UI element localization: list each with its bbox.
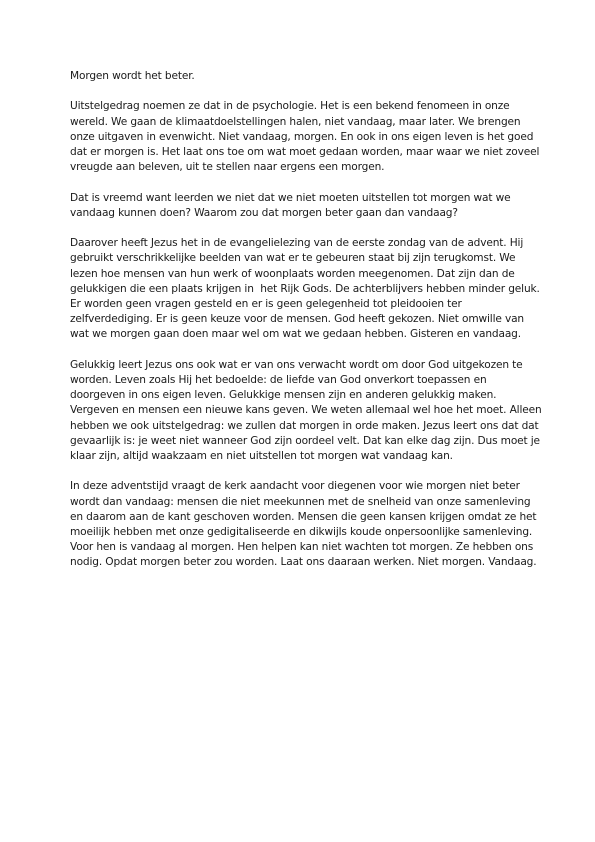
title-text: Morgen wordt het beter.	[70, 70, 195, 82]
text-line: wordt dan vandaag: mensen die niet meekunnen met de snelheid van onze samenleving	[70, 495, 531, 508]
paragraph-5	[70, 479, 540, 570]
text-line: klaar zijn, altijd waakzaam en niet uitstellen tot morgen wat vandaag kan.	[70, 450, 453, 463]
text-line: vandaag kunnen doen? Waarom zou dat morgen beter gaan dan vandaag?	[70, 206, 458, 219]
text-line: Daarover heeft Jezus het in de evangelielezing van de eerste zondag van de advent. Hij	[70, 237, 524, 250]
text-line: wereld. We gaan de klimaatdoelstellingen halen, niet vandaag, maar later. We brengen	[70, 115, 521, 128]
text-line: vreugde aan beleven, uit te stellen naar ergens een morgen.	[70, 161, 385, 174]
text-line: en daarom aan de kant geschoven worden. Mensen die geen kansen krijgen omdat ze het	[70, 510, 537, 523]
paragraph-list	[70, 99, 540, 570]
paragraph-3	[70, 236, 540, 342]
text-line: Voor hen is vandaag al morgen. Hen helpen kan niet wachten tot morgen. Ze hebben ons	[70, 541, 534, 554]
text-line: nodig. Opdat morgen beter zou worden. Laat ons daaraan werken. Niet morgen. Vandaag.	[70, 556, 537, 569]
paragraph-2	[70, 191, 540, 221]
text-line: Uitstelgedrag noemen ze dat in de psychologie. Het is een bekend fenomeen in onze	[70, 100, 510, 113]
text-line: hebben we ook uitstelgedrag: we zullen dat morgen in orde maken. Jezus leert ons dat dat	[70, 419, 539, 432]
text-line: zelfverdediging. Er is geen keuze voor de mensen. God heeft gekozen. Niet omwille van	[70, 313, 525, 326]
document-title	[70, 69, 540, 84]
text-line: Gelukkig leert Jezus ons ook wat er van ons verwacht wordt om door God uitgekozen te	[70, 358, 523, 371]
text-line: gevaarlijk is: je weet niet wanneer God zijn oordeel velt. Dat kan elke dag zijn. Dus moet je	[70, 434, 540, 447]
text-line: onze uitgaven in evenwicht. Niet vandaag, morgen. En ook in ons eigen leven is het goed	[70, 130, 534, 143]
text-line: gelukkigen die een plaats krijgen in het Rijk Gods. De achterblijvers hebben minder geluk.	[70, 282, 540, 295]
document-body	[70, 69, 540, 586]
text-line: moeilijk hebben met onze gedigitaliseerde en dikwijls koude onpersoonlijke samenleving.	[70, 526, 533, 539]
text-line: Vergeven en mensen een nieuwe kans geven. We weten allemaal wel hoe het moet. Alleen	[70, 404, 542, 417]
text-line: Er worden geen vragen gesteld en er is geen gelegenheid tot pleidooien ter	[70, 298, 462, 310]
text-line: lezen hoe mensen van hun werk of woonplaats worden meegenomen. Dat zijn dan de	[70, 267, 515, 280]
paragraph-1	[70, 99, 540, 175]
text-line: doorgeven in ons eigen leven. Gelukkige mensen zijn en anderen gelukkig maken.	[70, 389, 497, 402]
text-line: Dat is vreemd want leerden we niet dat we niet moeten uitstellen tot morgen wat we	[70, 191, 511, 204]
text-line: wat we morgen gaan doen maar wel om wat we gedaan hebben. Gisteren en vandaag.	[70, 328, 521, 341]
paragraph-4	[70, 358, 540, 464]
text-line: gebruikt verschrikkelijke beelden van wat er te gebeuren staat bij zijn terugkomst. We	[70, 252, 516, 265]
text-line: worden. Leven zoals Hij het bedoelde: de liefde van God onverkort toepassen en	[70, 374, 487, 386]
text-line: dat er morgen is. Het laat ons toe om wat moet gedaan worden, maar waar we niet zoveel	[70, 146, 540, 158]
text-line: In deze adventstijd vraagt de kerk aandacht voor diegenen voor wie morgen niet beter	[70, 480, 520, 493]
